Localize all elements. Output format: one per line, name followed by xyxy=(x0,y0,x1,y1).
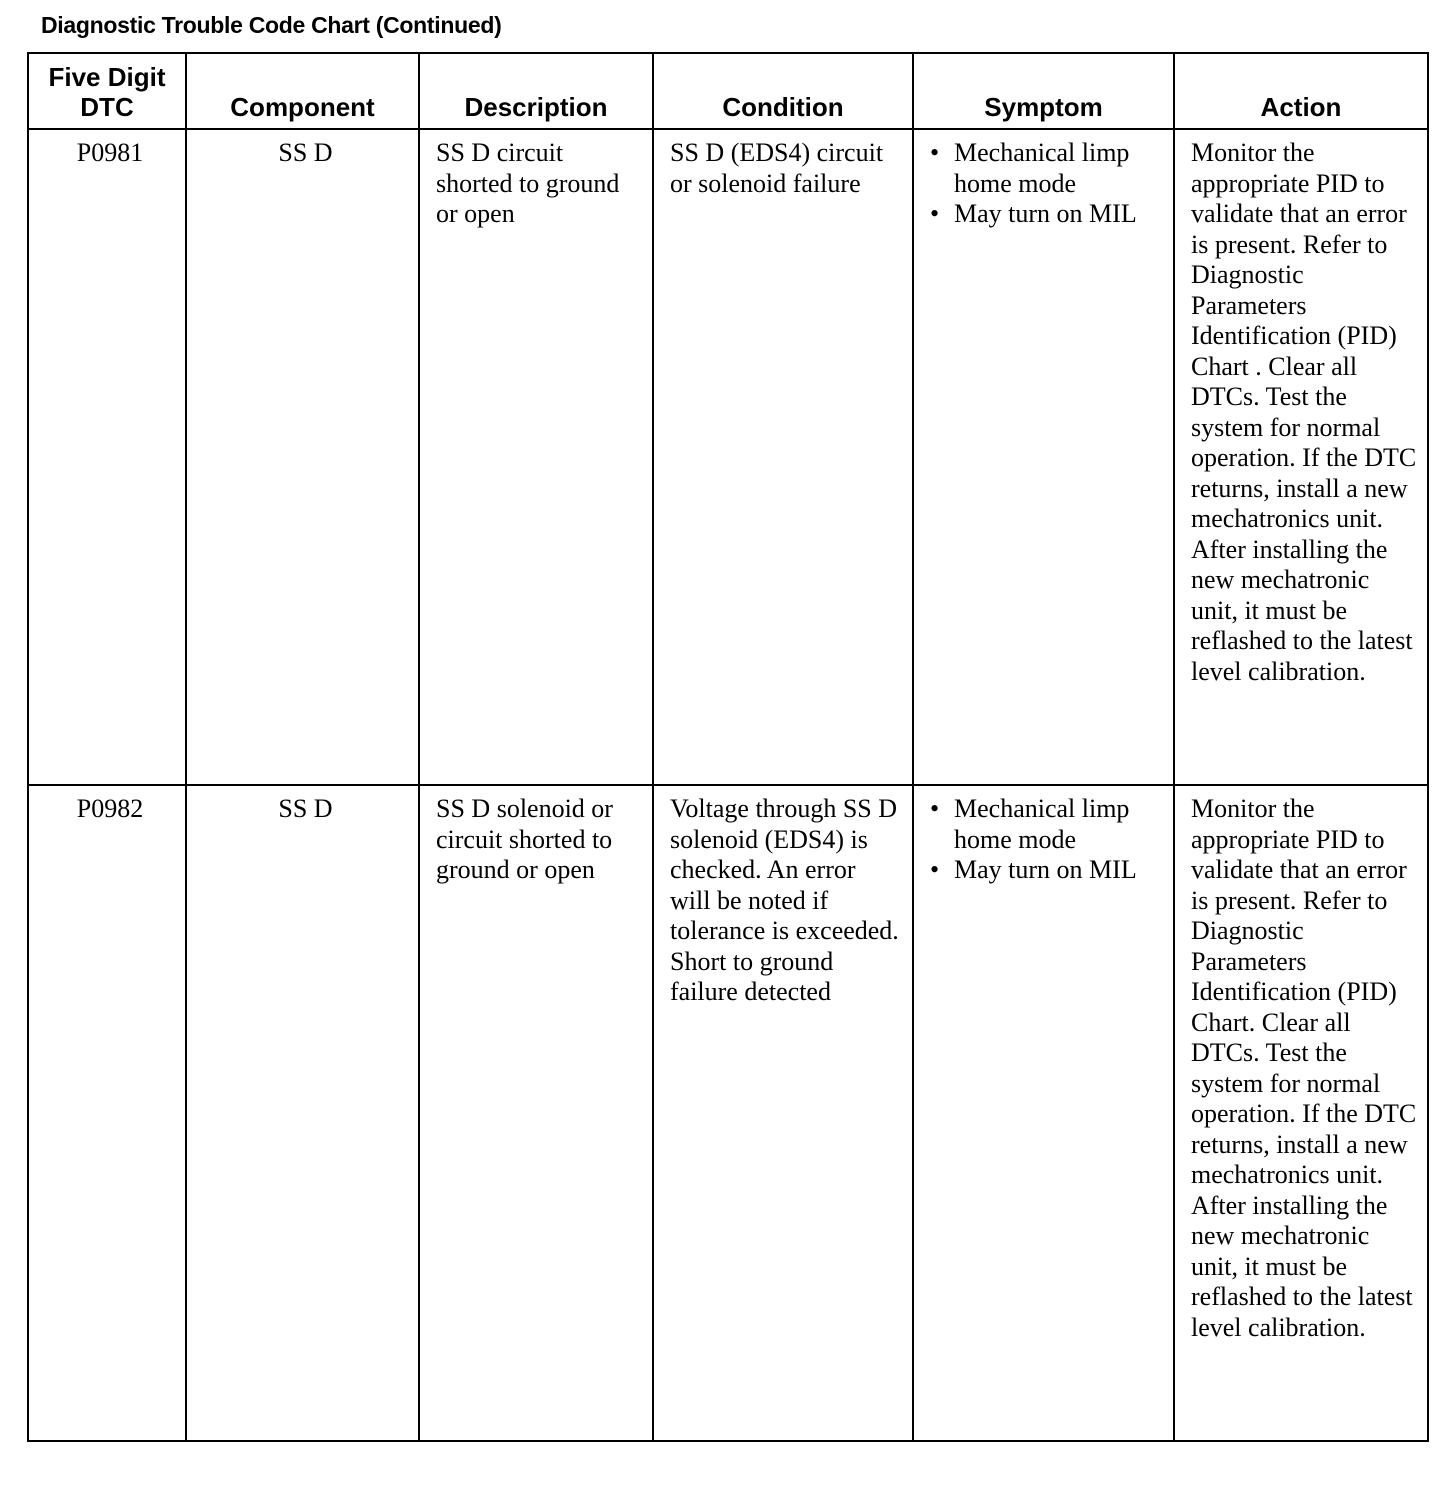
header-condition: Condition xyxy=(653,53,913,129)
header-five-digit-dtc: Five Digit DTC xyxy=(28,53,186,129)
header-description: Description xyxy=(419,53,653,129)
symptom-item: • May turn on MIL xyxy=(930,855,1163,886)
action-cell: Monitor the appropriate PID to validate that an error is present. Refer to Diagnostic Parameters Identification (PID) Chart . Clear all DTCs. Test the system for normal operation. If the DTC returns, install a new mechatronics unit. After installing the new mechatronic unit, it must be reflashed to the latest level calibration. xyxy=(1174,129,1428,785)
symptom-cell xyxy=(913,129,1174,785)
dtc-code: P0981 xyxy=(28,129,186,785)
symptom-list xyxy=(930,794,1163,886)
dtc-code: P0982 xyxy=(28,785,186,1441)
header-component: Component xyxy=(186,53,419,129)
symptom-item: • Mechanical limp home mode xyxy=(930,794,1163,855)
symptom-item: • May turn on MIL xyxy=(930,199,1163,230)
action-cell: Monitor the appropriate PID to validate that an error is present. Refer to Diagnostic Parameters Identification (PID) Chart. Clear all DTCs. Test the system for normal operation. If the DTC returns, install a new mechatronics unit. After installing the new mechatronic unit, it must be reflashed to the latest level calibration. xyxy=(1174,785,1428,1441)
condition-cell: SS D (EDS4) circuit or solenoid failure xyxy=(653,129,913,785)
description-cell: SS D circuit shorted to ground or open xyxy=(419,129,653,785)
component-cell: SS D xyxy=(186,785,419,1441)
page-title: Diagnostic Trouble Code Chart (Continued) xyxy=(41,12,502,38)
condition-cell: Voltage through SS D solenoid (EDS4) is checked. An error will be noted if tolerance is exceeded. Short to ground failure detected xyxy=(653,785,913,1441)
dtc-table xyxy=(27,52,1429,1442)
table-row xyxy=(28,129,1428,785)
symptom-item: • Mechanical limp home mode xyxy=(930,138,1163,199)
symptom-list xyxy=(930,138,1163,230)
component-cell: SS D xyxy=(186,129,419,785)
description-cell: SS D solenoid or circuit shorted to ground or open xyxy=(419,785,653,1441)
table-row xyxy=(28,785,1428,1441)
table-header-row xyxy=(28,53,1428,129)
header-action: Action xyxy=(1174,53,1428,129)
header-symptom: Symptom xyxy=(913,53,1174,129)
symptom-cell xyxy=(913,785,1174,1441)
